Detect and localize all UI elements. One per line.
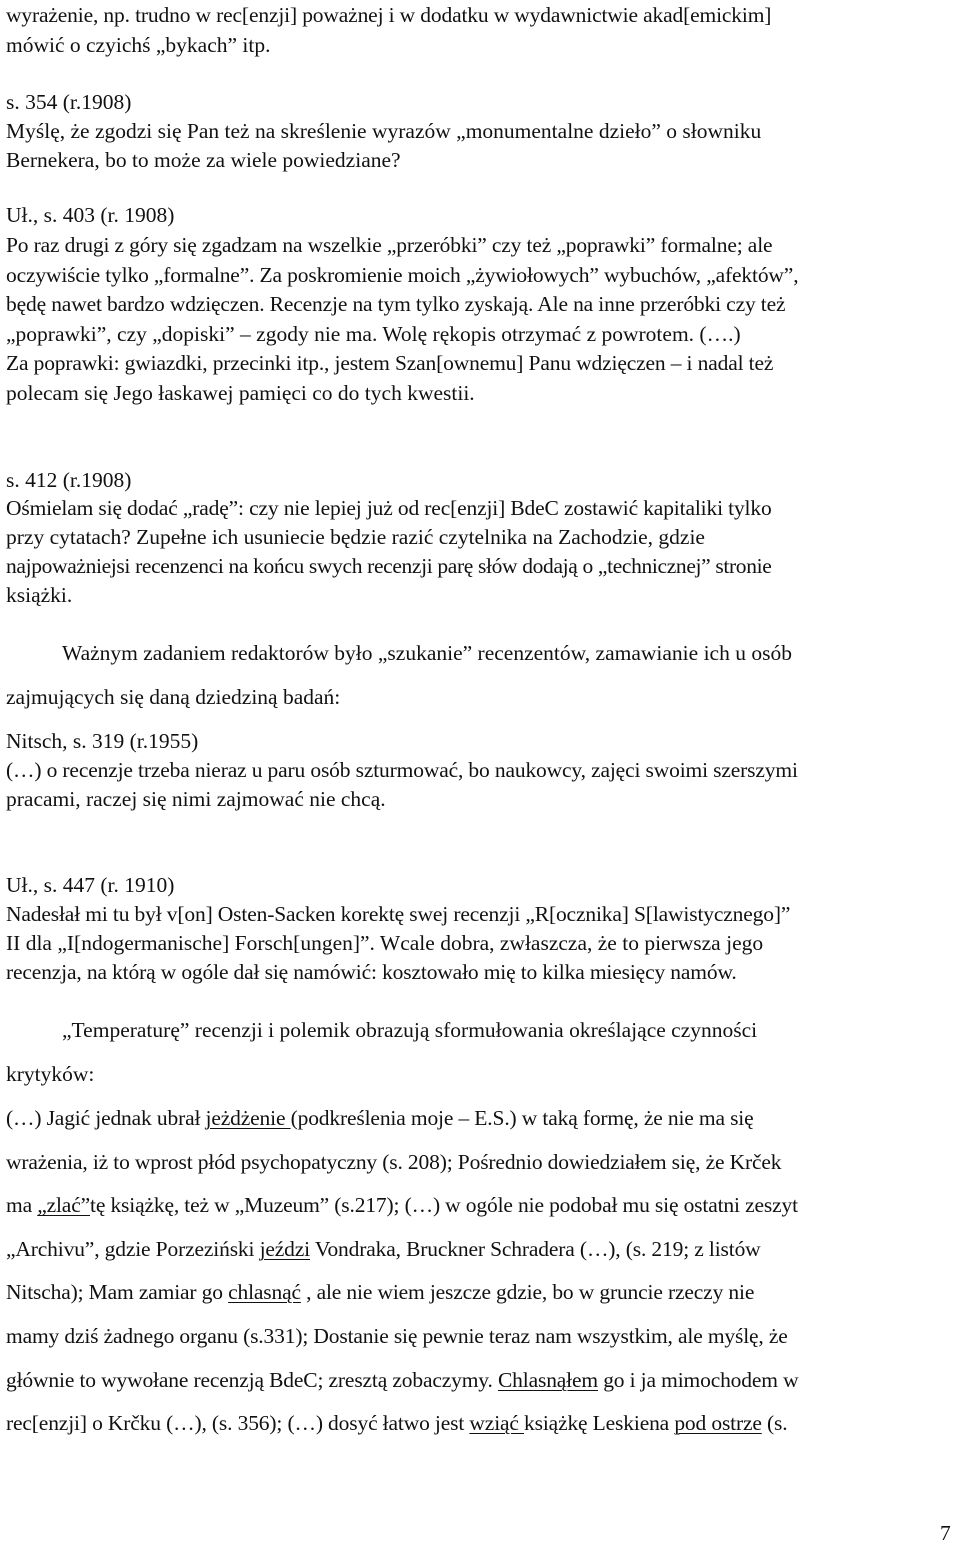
text-line: książki. bbox=[6, 583, 73, 607]
text-line: przy cytatach? Zupełne ich usuniecie będzie razić czytelnika na Zachodzie, gdzie bbox=[6, 525, 705, 549]
text-line: pracami, raczej się nimi zajmować nie chcą. bbox=[6, 787, 386, 811]
text-span: rec[enzji] o Krčku (…), (s. 356); (…) dosyć łatwo jest bbox=[6, 1411, 470, 1435]
text-line: wyrażenie, np. trudno w rec[enzji] poważnej i w dodatku w wydawnictwie akad[emickim] bbox=[6, 3, 772, 27]
text-line: recenzja, na którą w ogóle dał się namówić: kosztowało mię to kilka miesięcy namów. bbox=[6, 960, 737, 984]
citation-heading: s. 412 (r.1908) bbox=[6, 468, 132, 492]
text-line: „poprawki”, czy „dopiski” – zgody nie ma. Wolę rękopis otrzymać z powrotem. (….) bbox=[6, 322, 741, 346]
text-line: Nadesłał mi tu był v[on] Osten-Sacken korektę swej recenzji „R[ocznika] S[lawistycznego]” bbox=[6, 902, 791, 926]
text-span: , ale nie wiem jeszcze gdzie, bo w gruncie rzeczy nie bbox=[300, 1280, 755, 1304]
text-span: go i ja mimochodem w bbox=[597, 1368, 799, 1392]
text-line: Bernekera, bo to może za wiele powiedziane? bbox=[6, 148, 401, 172]
text-line: Myślę, że zgodzi się Pan też na skreślenie wyrazów „monumentalne dzieło” o słowniku bbox=[6, 119, 762, 143]
citation-heading: Uł., s. 403 (r. 1908) bbox=[6, 203, 175, 227]
text-span: głównie to wywołane recenzją BdeC; zresztą zobaczymy. bbox=[6, 1368, 498, 1392]
text-span: Vondraka, Bruckner Schradera (…), (s. 219; z listów bbox=[310, 1237, 761, 1261]
underlined-phrase: wziąć bbox=[469, 1411, 525, 1435]
underlined-phrase: „zlać” bbox=[37, 1193, 90, 1217]
text-span: Nitscha); Mam zamiar go bbox=[6, 1280, 229, 1304]
underlined-phrase: jeździ bbox=[259, 1237, 310, 1261]
text-line: będę nawet bardzo wdzięczen. Recenzje na tym tylko zyskają. Ale na inne przeróbki czy też bbox=[6, 292, 786, 316]
text-span: (…) Jagić jednak ubrał bbox=[6, 1106, 206, 1130]
text-line: wrażenia, iż to wprost płód psychopatyczny (s. 208); Pośrednio dowiedziałem się, że Krček bbox=[6, 1150, 782, 1174]
page-number: 7 bbox=[940, 1521, 951, 1545]
text-line: Po raz drugi z góry się zgadzam na wszelkie „przeróbki” czy też „poprawki” formalne; ale bbox=[6, 233, 773, 257]
text-line: mamy dziś żadnego organu (s.331); Dostanie się pewnie teraz nam wszystkim, ale myślę, że bbox=[6, 1324, 788, 1348]
underlined-phrase: Chlasnąłem bbox=[497, 1368, 598, 1392]
text-span: tę książkę, też w „Muzeum” (s.217); (…) w ogóle nie podobał mu się ostatni zeszyt bbox=[90, 1193, 798, 1217]
text-line bbox=[6, 1367, 798, 1393]
text-line: Ośmielam się dodać „radę”: czy nie lepiej już od rec[enzji] BdeC zostawić kapitaliki tylko bbox=[6, 496, 772, 520]
text-span: książkę Leskiena bbox=[524, 1411, 675, 1435]
underlined-phrase: jeżdżenie bbox=[205, 1106, 291, 1130]
text-span: (s. bbox=[761, 1411, 788, 1435]
paragraph-line: „Temperaturę” recenzji i polemik obrazują sformułowania określające czynności bbox=[62, 1018, 758, 1042]
underlined-phrase: chlasnąć bbox=[228, 1280, 301, 1304]
text-span: (podkreślenia moje – E.S.) w taką formę, że nie ma się bbox=[290, 1106, 754, 1130]
text-line bbox=[6, 1236, 761, 1262]
text-line bbox=[6, 1279, 754, 1305]
text-line: Za poprawki: gwiazdki, przecinki itp., jestem Szan[ownemu] Panu wdzięczen – i nadal też bbox=[6, 351, 774, 375]
text-span: ma bbox=[6, 1193, 38, 1217]
text-span: „Archivu”, gdzie Porzeziński bbox=[6, 1237, 260, 1261]
text-line: oczywiście tylko „formalne”. Za poskromienie moich „żywiołowych” wybuchów, „afektów”, bbox=[6, 263, 799, 287]
text-line: najpoważniejsi recenzenci na końcu swych recenzji parę słów dodają o „technicznej” stronie bbox=[6, 554, 772, 578]
citation-heading: Nitsch, s. 319 (r.1955) bbox=[6, 729, 199, 753]
text-line: polecam się Jego łaskawej pamięci co do tych kwestii. bbox=[6, 381, 475, 405]
text-line: (…) o recenzje trzeba nieraz u paru osób szturmować, bo naukowcy, zajęci swoimi szerszymi bbox=[6, 758, 798, 782]
underlined-phrase: pod ostrze bbox=[674, 1411, 762, 1435]
text-line bbox=[6, 1410, 787, 1436]
paragraph-line: zajmujących się daną dziedziną badań: bbox=[6, 685, 341, 709]
text-line: mówić o czyichś „bykach” itp. bbox=[6, 33, 271, 57]
paragraph-line: Ważnym zadaniem redaktorów było „szukanie” recenzentów, zamawianie ich u osób bbox=[62, 641, 792, 665]
text-line: II dla „I[ndogermanische] Forsch[ungen]”. Wcale dobra, zwłaszcza, że to pierwsza jego bbox=[6, 931, 764, 955]
text-line bbox=[6, 1105, 754, 1131]
paragraph-line: krytyków: bbox=[6, 1062, 95, 1086]
citation-heading: s. 354 (r.1908) bbox=[6, 90, 132, 114]
text-line bbox=[6, 1192, 798, 1218]
citation-heading: Uł., s. 447 (r. 1910) bbox=[6, 873, 175, 897]
